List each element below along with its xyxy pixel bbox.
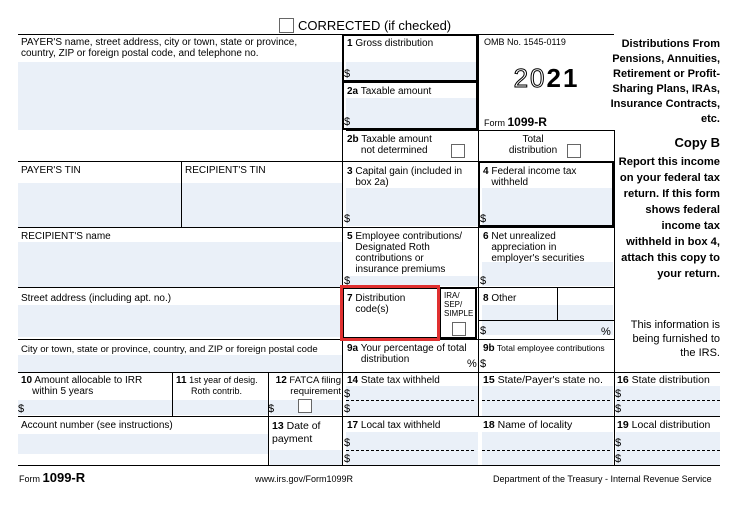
- box9a-percent: %: [467, 358, 477, 370]
- box1-dollar: $: [344, 68, 351, 80]
- box5-label: 5 Employee contributions/ Designated Roth contributions or insurance premiums: [347, 231, 463, 275]
- footer-url: www.irs.gov/Form1099R: [255, 474, 354, 484]
- recipient-tin-label: RECIPIENT'S TIN: [185, 165, 266, 176]
- account-label: Account number (see instructions): [21, 420, 173, 431]
- box10-dollar: $: [18, 403, 25, 415]
- box16-dollar-1: $: [615, 388, 622, 400]
- corrected-label: CORRECTED (if checked): [298, 18, 452, 33]
- ira-sep-simple-checkbox[interactable]: [452, 322, 466, 336]
- city-label: City or town, state or province, country, and ZIP or foreign postal code: [21, 344, 318, 355]
- box13-label: 13 Date of payment: [272, 420, 321, 445]
- box6-label: 6 Net unrealized appreciation in employer's securities: [483, 231, 585, 264]
- copy-b-label: Copy B: [674, 135, 720, 150]
- payer-tin-label: PAYER'S TIN: [21, 165, 81, 176]
- box9a-label: 9a Your percentage of total distribution: [347, 343, 467, 365]
- box7-label: 7 Distribution code(s): [347, 293, 406, 315]
- box3-dollar: $: [344, 213, 351, 225]
- box19-dollar-2: $: [615, 453, 622, 465]
- omb-label: OMB No. 1545-0119: [484, 37, 566, 47]
- box9b-dollar: $: [480, 358, 487, 370]
- box18-label: 18 Name of locality: [483, 419, 573, 431]
- box8-label: 8 Other: [483, 293, 517, 304]
- box8-dollar: $: [480, 325, 487, 337]
- box10-label: 10 Amount allocable to IRR within 5 years: [21, 375, 143, 397]
- box8-percent: %: [601, 326, 611, 338]
- payer-info-label: PAYER'S name, street address, city or town, state or province, country, ZIP or foreign postal code, and telephone no.: [21, 37, 298, 59]
- total-dist-label: Total distribution: [508, 134, 558, 156]
- box9b-label: 9b Total employee contributions: [483, 343, 605, 354]
- box14-dollar-1: $: [344, 388, 351, 400]
- copy-b-instructions: Report this income on your federal tax return. If this form shows federal income tax withheld in box 4, attach this copy to your return.: [618, 156, 720, 280]
- tax-year: 2021: [513, 63, 580, 93]
- street-label: Street address (including apt. no.): [21, 293, 172, 304]
- box19-label: 19 Local distribution: [617, 419, 711, 431]
- box1-label: 1 Gross distribution: [347, 38, 434, 49]
- box2b-label: 2b Taxable amount not determined: [347, 134, 432, 156]
- box4-label: 4 Federal income tax withheld: [483, 166, 577, 188]
- box16-dollar-2: $: [615, 403, 622, 415]
- footer-dept: Department of the Treasury - Internal Revenue Service: [493, 474, 712, 484]
- box16-label: 16 State distribution: [617, 374, 710, 386]
- box2a-label: 2a Taxable amount: [347, 86, 432, 97]
- total-distribution-checkbox[interactable]: [567, 144, 581, 158]
- box17-dollar-1: $: [344, 437, 351, 449]
- furnished-note: This information is being furnished to the IRS.: [630, 319, 720, 359]
- box5-dollar: $: [344, 275, 351, 287]
- box17-dollar-2: $: [344, 453, 351, 465]
- box19-dollar-1: $: [615, 437, 622, 449]
- fatca-checkbox[interactable]: [298, 399, 312, 413]
- corrected-checkbox[interactable]: [279, 18, 294, 33]
- box6-dollar: $: [480, 275, 487, 287]
- box14-dollar-2: $: [344, 403, 351, 415]
- box12-label: 12 FATCA filing requirement: [275, 375, 341, 397]
- box11-dollar: $: [268, 403, 275, 415]
- ira-label: IRA/ SEP/ SIMPLE: [444, 291, 474, 318]
- form-title: Distributions From Pensions, Annuities, Retirement or Profit-Sharing Plans, IRAs, Insurance Contracts, etc.: [610, 38, 720, 125]
- form-name-top: Form 1099-R: [484, 115, 547, 129]
- box3-label: 3 Capital gain (included in box 2a): [347, 166, 463, 188]
- box17-label: 17 Local tax withheld: [347, 420, 441, 431]
- box11-label: 11 1st year of desig. Roth contrib.: [176, 375, 258, 396]
- box14-label: 14 State tax withheld: [347, 375, 440, 386]
- box15-label: 15 State/Payer's state no.: [483, 374, 603, 386]
- box2a-dollar: $: [344, 116, 351, 128]
- box4-dollar: $: [480, 213, 487, 225]
- recipient-name-label: RECIPIENT'S name: [21, 231, 111, 242]
- footer-form-name: Form 1099-R: [19, 470, 86, 485]
- taxable-not-determined-checkbox[interactable]: [451, 144, 465, 158]
